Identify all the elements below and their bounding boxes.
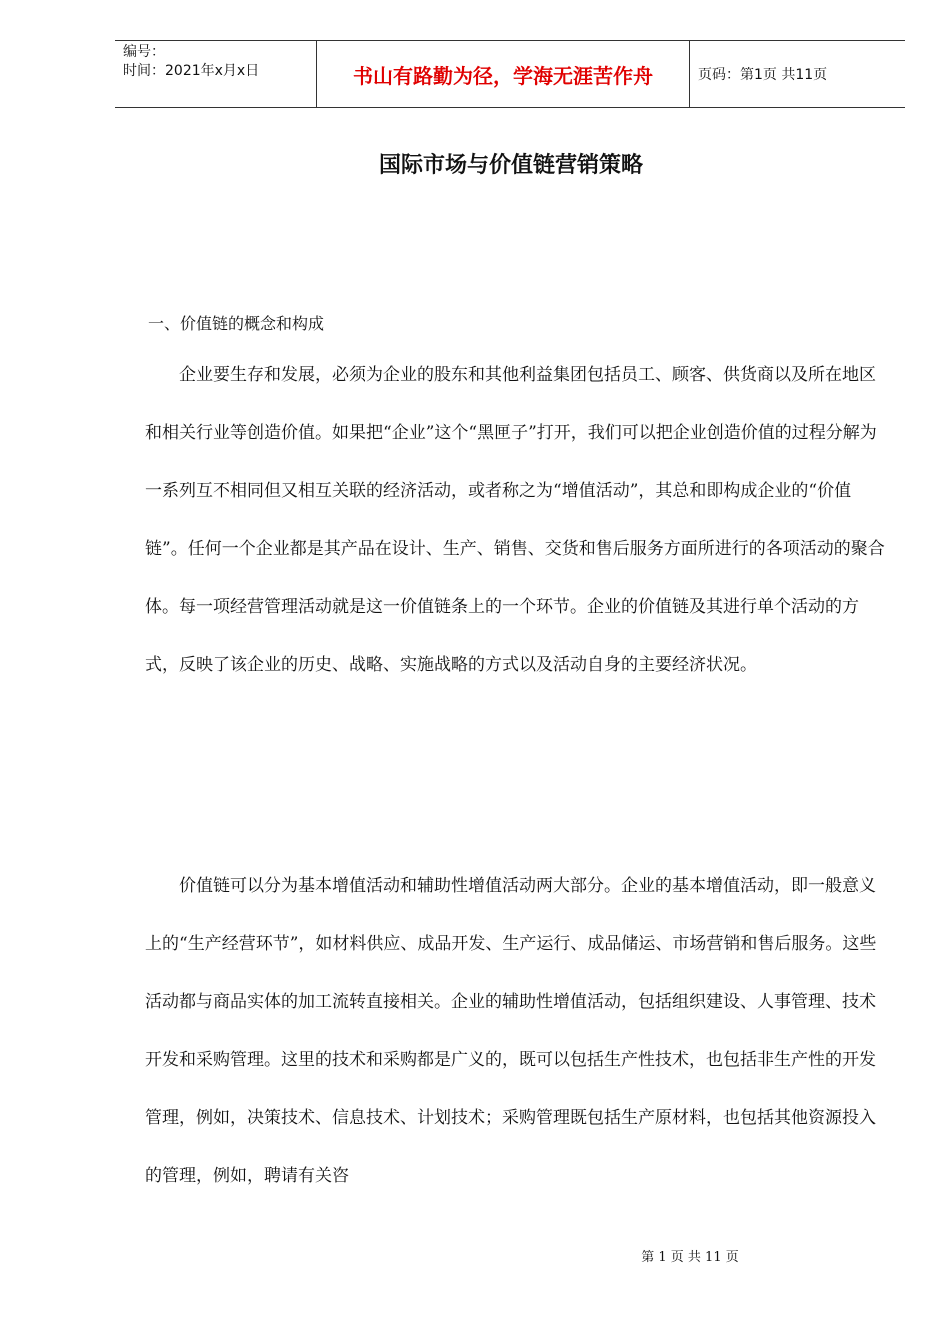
header-meta — [115, 41, 316, 107]
section-heading: 一、价值链的概念和构成 — [148, 314, 325, 333]
page-header — [115, 40, 905, 108]
paragraph-1: 企业要生存和发展，必须为企业的股东和其他利益集团包括员工、顾客、供货商以及所在地区和相关行业等创造价值。如果把“企业”这个“黑匣子”打开，我们可以把企业创造价值的过程分解为一系列互不相同但又相互关联的经济活动，或者称之为“增值活动”，其总和即构成企业的“价值链”。任何一个企业都是其产品在设计、生产、销售、交货和售后服务方面所进行的各项活动的聚合体。每一项经营管理活动就是这一价值链条上的一个环节。企业的价值链及其进行单个活动的方式，反映了该企业的历史、战略、实施战略的方式以及活动自身的主要经济状况。 — [145, 365, 885, 675]
serial-label: 编号： — [123, 44, 165, 60]
header-page-info: 页码：第1页 共11页 — [698, 67, 828, 83]
header-motto: 书山有路勤为径，学海无涯苦作舟 — [316, 41, 690, 107]
document-title: 国际市场与价值链营销策略 — [378, 153, 643, 178]
page-footer: 第 1 页 共 11 页 — [641, 1250, 739, 1265]
paragraph-2: 价值链可以分为基本增值活动和辅助性增值活动两大部分。企业的基本增值活动，即一般意义上的“生产经营环节”，如材料供应、成品开发、生产运行、成品储运、市场营销和售后服务。这些活动都与商品实体的加工流转直接相关。企业的辅助性增值活动，包括组织建设、人事管理、技术开发和采购管理。这里的技术和采购都是广义的，既可以包括生产性技术，也包括非生产性的开发管理，例如，决策技术、信息技术、计划技术；采购管理既包括生产原材料，也包括其他资源投入的管理，例如，聘请有关咨 — [145, 876, 877, 1186]
time-label: 时间：2021年x月x日 — [123, 63, 260, 79]
